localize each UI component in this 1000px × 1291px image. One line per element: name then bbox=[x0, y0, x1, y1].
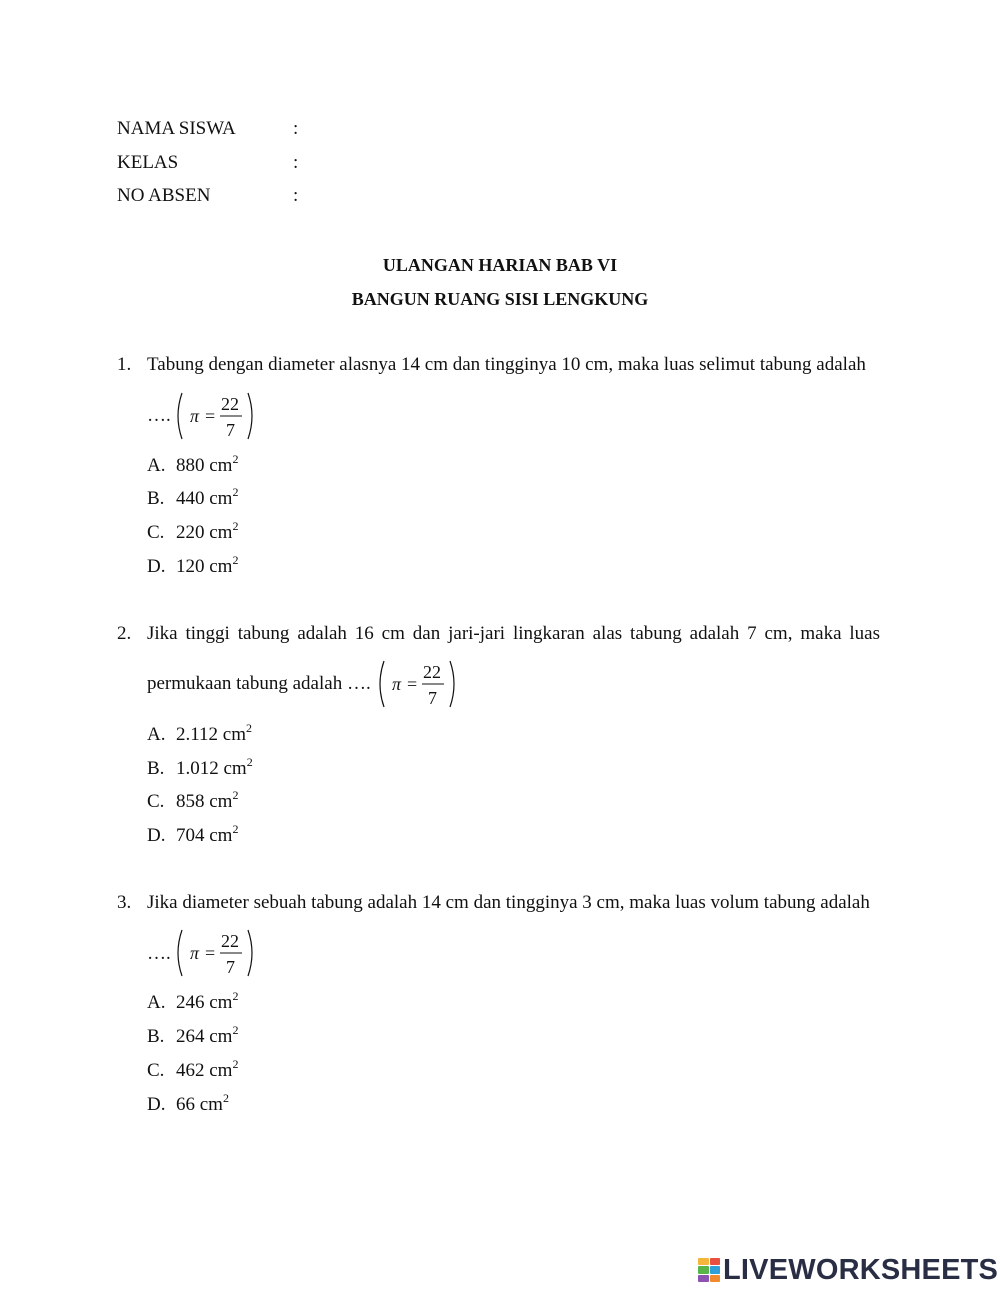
question-number: 1. bbox=[117, 354, 132, 375]
option-letter: A. bbox=[147, 992, 166, 1013]
option-letter: C. bbox=[147, 522, 165, 543]
option-letter: C. bbox=[147, 791, 165, 812]
pi-symbol: π bbox=[190, 406, 200, 426]
option-b[interactable]: 264 $cm^2$ bbox=[176, 1023, 239, 1047]
worksheet-subtitle: BANGUN RUANG SISI LENGKUNG bbox=[351, 289, 649, 309]
question-text: Jika tinggi tabung adalah 16 cm dan jari-jari lingkaran alas tabung adalah 7 cm, maka luas bbox=[147, 623, 880, 644]
fraction-numerator: 22 bbox=[423, 662, 441, 682]
fraction-numerator: 22 bbox=[221, 931, 239, 951]
option-c[interactable]: 462 $cm^2$ bbox=[176, 1057, 239, 1081]
option-letter: B. bbox=[147, 1026, 165, 1047]
worksheet-title: ULANGAN HARIAN BAB VI bbox=[382, 255, 618, 275]
question-text: Tabung dengan diameter alasnya 14 cm dan tingginya 10 cm, maka luas selimut tabung adalah bbox=[147, 354, 866, 375]
option-a[interactable]: 2.112 $cm^2$ bbox=[176, 721, 253, 745]
class-label: KELAS bbox=[117, 152, 179, 173]
question-text-continued: permukaan tabung adalah …. bbox=[147, 673, 371, 694]
option-letter: D. bbox=[147, 825, 166, 846]
option-letter: A. bbox=[147, 455, 166, 476]
option-a[interactable]: 880 $cm^2$ bbox=[176, 452, 239, 476]
absence-number-colon: : bbox=[293, 185, 299, 206]
option-d[interactable]: 120 $cm^2$ bbox=[176, 553, 239, 577]
fraction-numerator: 22 bbox=[221, 394, 239, 414]
question-text: Jika diameter sebuah tabung adalah 14 cm dan tingginya 3 cm, maka luas volum tabung adalah bbox=[147, 892, 870, 913]
pi-formula bbox=[174, 927, 256, 975]
option-letter: B. bbox=[147, 488, 165, 509]
answer-dots: …. bbox=[147, 943, 171, 964]
pi-symbol: π bbox=[190, 943, 200, 963]
absence-number-label: NO ABSEN bbox=[117, 185, 211, 206]
equals-sign: = bbox=[205, 943, 216, 963]
logo-text: LIVEWORKSHEETS bbox=[723, 1253, 999, 1286]
equals-sign: = bbox=[407, 674, 418, 694]
fraction-denominator: 7 bbox=[226, 420, 235, 440]
option-c[interactable]: 858 $cm^2$ bbox=[176, 788, 239, 812]
liveworksheets-logo[interactable] bbox=[698, 1255, 998, 1285]
pi-formula bbox=[376, 658, 458, 706]
option-letter: D. bbox=[147, 556, 166, 577]
pi-symbol: π bbox=[392, 674, 402, 694]
option-letter: A. bbox=[147, 724, 166, 745]
student-name-colon: : bbox=[293, 118, 299, 139]
equals-sign: = bbox=[205, 406, 216, 426]
fraction-denominator: 7 bbox=[226, 957, 235, 977]
option-letter: B. bbox=[147, 758, 165, 779]
class-colon: : bbox=[293, 152, 299, 173]
option-letter: C. bbox=[147, 1060, 165, 1081]
question-number: 2. bbox=[117, 623, 132, 644]
liveworksheets-logo-icon bbox=[698, 1258, 720, 1282]
option-b[interactable]: 440 $cm^2$ bbox=[176, 485, 239, 509]
option-d[interactable]: 704 $cm^2$ bbox=[176, 822, 239, 846]
answer-dots: …. bbox=[147, 405, 171, 426]
pi-formula bbox=[174, 390, 256, 438]
option-letter: D. bbox=[147, 1094, 166, 1115]
fraction-denominator: 7 bbox=[428, 688, 437, 708]
student-name-label: NAMA SISWA bbox=[117, 118, 236, 139]
option-c[interactable]: 220 $cm^2$ bbox=[176, 519, 239, 543]
option-a[interactable]: 246 $cm^2$ bbox=[176, 989, 239, 1013]
option-b[interactable]: 1.012 $cm^2$ bbox=[176, 755, 253, 779]
question-number: 3. bbox=[117, 892, 132, 913]
option-d[interactable]: 66 $cm^2$ bbox=[176, 1091, 229, 1115]
